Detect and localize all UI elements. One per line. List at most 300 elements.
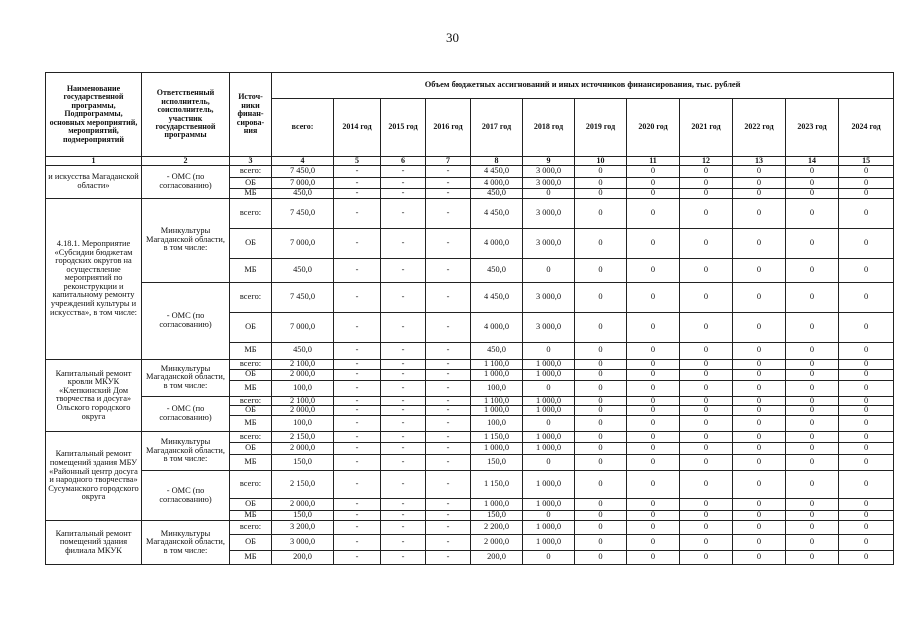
- year-value-cell: 0: [786, 521, 839, 535]
- column-index-7: 7: [426, 157, 471, 166]
- funding-source-cell: МБ: [230, 342, 272, 359]
- year-value-cell: 0: [627, 499, 680, 511]
- header-year-0: 2014 год: [334, 99, 381, 157]
- funding-source-cell: МБ: [230, 380, 272, 396]
- year-value-cell: -: [426, 258, 471, 282]
- year-value-cell: 0: [575, 189, 627, 199]
- year-value-cell: 0: [786, 282, 839, 312]
- year-value-cell: 0: [627, 312, 680, 342]
- total-value-cell: 7 450,0: [272, 282, 334, 312]
- year-value-cell: 1 100,0: [471, 359, 523, 369]
- year-value-cell: -: [381, 312, 426, 342]
- year-value-cell: -: [381, 166, 426, 178]
- year-value-cell: 0: [680, 432, 733, 443]
- year-value-cell: 0: [839, 535, 894, 551]
- year-value-cell: 1 150,0: [471, 471, 523, 499]
- responsible-executor-cell: - ОМС (по согласованию): [142, 166, 230, 199]
- header-year-6: 2020 год: [627, 99, 680, 157]
- responsible-executor-cell: Минкультуры Магаданской области, в том числе:: [142, 359, 230, 396]
- funding-source-cell: МБ: [230, 189, 272, 199]
- year-value-cell: 1 000,0: [471, 369, 523, 380]
- funding-source-cell: МБ: [230, 551, 272, 565]
- funding-source-cell: МБ: [230, 511, 272, 521]
- year-value-cell: 0: [786, 228, 839, 258]
- year-value-cell: 1 000,0: [523, 443, 575, 455]
- year-value-cell: 1 000,0: [523, 359, 575, 369]
- year-value-cell: -: [334, 178, 381, 189]
- year-value-cell: 2 000,0: [471, 535, 523, 551]
- year-value-cell: -: [334, 471, 381, 499]
- year-value-cell: 0: [575, 359, 627, 369]
- total-value-cell: 7 000,0: [272, 312, 334, 342]
- year-value-cell: 0: [680, 535, 733, 551]
- year-value-cell: 0: [575, 416, 627, 432]
- year-value-cell: -: [426, 198, 471, 228]
- header-year-3: 2017 год: [471, 99, 523, 157]
- year-value-cell: 0: [575, 282, 627, 312]
- year-value-cell: -: [426, 228, 471, 258]
- year-value-cell: 3 000,0: [523, 228, 575, 258]
- year-value-cell: 0: [786, 455, 839, 471]
- year-value-cell: -: [381, 178, 426, 189]
- funding-source-cell: ОБ: [230, 443, 272, 455]
- year-value-cell: -: [381, 455, 426, 471]
- year-value-cell: 0: [627, 535, 680, 551]
- year-value-cell: -: [334, 432, 381, 443]
- year-value-cell: 100,0: [471, 416, 523, 432]
- year-value-cell: 0: [575, 396, 627, 406]
- funding-source-cell: всего:: [230, 396, 272, 406]
- header-year-2: 2016 год: [426, 99, 471, 157]
- year-value-cell: 150,0: [471, 455, 523, 471]
- year-value-cell: -: [426, 282, 471, 312]
- year-value-cell: -: [334, 455, 381, 471]
- year-value-cell: 0: [680, 312, 733, 342]
- year-value-cell: 0: [523, 511, 575, 521]
- year-value-cell: 1 000,0: [523, 406, 575, 416]
- year-value-cell: 0: [786, 416, 839, 432]
- table-row: [46, 396, 894, 406]
- year-value-cell: 0: [839, 178, 894, 189]
- year-value-cell: 1 000,0: [523, 521, 575, 535]
- program-name-cell: 4.18.1. Мероприятие «Субсидии бюджетам городских округов на осуществление мероприятий по реконструкции и капитальному ремонту учреждений культуры и искусства», в том числе:: [46, 198, 142, 359]
- year-value-cell: -: [381, 396, 426, 406]
- year-value-cell: -: [381, 471, 426, 499]
- year-value-cell: 0: [839, 342, 894, 359]
- year-value-cell: 0: [680, 359, 733, 369]
- year-value-cell: -: [381, 521, 426, 535]
- year-value-cell: 0: [786, 471, 839, 499]
- year-value-cell: -: [334, 416, 381, 432]
- year-value-cell: 0: [839, 282, 894, 312]
- year-value-cell: 0: [575, 551, 627, 565]
- year-value-cell: 0: [733, 535, 786, 551]
- year-value-cell: 0: [733, 406, 786, 416]
- year-value-cell: -: [381, 369, 426, 380]
- year-value-cell: 0: [786, 443, 839, 455]
- year-value-cell: 0: [839, 416, 894, 432]
- year-value-cell: 0: [786, 511, 839, 521]
- funding-source-cell: всего:: [230, 359, 272, 369]
- funding-source-cell: всего:: [230, 198, 272, 228]
- year-value-cell: 0: [786, 198, 839, 228]
- year-value-cell: -: [426, 380, 471, 396]
- table-row: [46, 471, 894, 499]
- year-value-cell: 0: [680, 282, 733, 312]
- year-value-cell: 0: [786, 342, 839, 359]
- year-value-cell: 0: [575, 258, 627, 282]
- year-value-cell: 0: [575, 312, 627, 342]
- year-value-cell: 1 000,0: [523, 471, 575, 499]
- responsible-executor-cell: Минкультуры Магаданской области, в том числе:: [142, 198, 230, 282]
- year-value-cell: 0: [680, 189, 733, 199]
- column-index-4: 4: [272, 157, 334, 166]
- year-value-cell: -: [426, 406, 471, 416]
- total-value-cell: 2 000,0: [272, 406, 334, 416]
- year-value-cell: 0: [575, 535, 627, 551]
- year-value-cell: -: [426, 189, 471, 199]
- year-value-cell: -: [334, 406, 381, 416]
- column-index-9: 9: [523, 157, 575, 166]
- year-value-cell: 450,0: [471, 258, 523, 282]
- year-value-cell: 200,0: [471, 551, 523, 565]
- year-value-cell: -: [426, 535, 471, 551]
- year-value-cell: 0: [627, 178, 680, 189]
- year-value-cell: 0: [627, 396, 680, 406]
- year-value-cell: 0: [575, 406, 627, 416]
- year-value-cell: -: [334, 312, 381, 342]
- responsible-executor-cell: Минкультуры Магаданской области, в том числе:: [142, 432, 230, 471]
- year-value-cell: -: [334, 499, 381, 511]
- year-value-cell: 0: [523, 551, 575, 565]
- year-value-cell: 0: [680, 228, 733, 258]
- page-number: 30: [446, 30, 459, 45]
- year-value-cell: 0: [786, 396, 839, 406]
- year-value-cell: 0: [680, 455, 733, 471]
- year-value-cell: -: [426, 499, 471, 511]
- year-value-cell: 0: [733, 369, 786, 380]
- year-value-cell: 1 100,0: [471, 396, 523, 406]
- funding-source-cell: ОБ: [230, 406, 272, 416]
- funding-source-cell: всего:: [230, 471, 272, 499]
- year-value-cell: -: [334, 359, 381, 369]
- year-value-cell: 0: [627, 455, 680, 471]
- year-value-cell: 0: [839, 551, 894, 565]
- total-value-cell: 7 000,0: [272, 178, 334, 189]
- year-value-cell: 0: [575, 342, 627, 359]
- year-value-cell: 0: [733, 228, 786, 258]
- year-value-cell: 0: [680, 258, 733, 282]
- responsible-executor-cell: - ОМС (по согласованию): [142, 471, 230, 521]
- year-value-cell: 0: [733, 455, 786, 471]
- year-value-cell: -: [334, 535, 381, 551]
- year-value-cell: 0: [839, 396, 894, 406]
- year-value-cell: 0: [627, 432, 680, 443]
- total-value-cell: 450,0: [272, 342, 334, 359]
- year-value-cell: 0: [680, 521, 733, 535]
- header-budget-group: Объем бюджетных ассигнований и иных источников финансирования, тыс. рублей: [272, 73, 894, 99]
- year-value-cell: 0: [575, 455, 627, 471]
- funding-source-cell: всего:: [230, 521, 272, 535]
- table-row: [46, 198, 894, 228]
- year-value-cell: 0: [680, 443, 733, 455]
- year-value-cell: 0: [839, 380, 894, 396]
- total-value-cell: 150,0: [272, 455, 334, 471]
- year-value-cell: 0: [733, 359, 786, 369]
- year-value-cell: 0: [627, 471, 680, 499]
- year-value-cell: 1 000,0: [471, 499, 523, 511]
- year-value-cell: 0: [786, 178, 839, 189]
- year-value-cell: 0: [575, 198, 627, 228]
- year-value-cell: -: [381, 499, 426, 511]
- year-value-cell: 4 000,0: [471, 312, 523, 342]
- year-value-cell: 0: [627, 166, 680, 178]
- column-index-6: 6: [381, 157, 426, 166]
- year-value-cell: 450,0: [471, 342, 523, 359]
- year-value-cell: 0: [627, 369, 680, 380]
- year-value-cell: -: [381, 342, 426, 359]
- funding-source-cell: ОБ: [230, 312, 272, 342]
- column-index-5: 5: [334, 157, 381, 166]
- year-value-cell: 1 000,0: [523, 535, 575, 551]
- year-value-cell: 0: [839, 189, 894, 199]
- total-value-cell: 2 150,0: [272, 432, 334, 443]
- year-value-cell: -: [381, 443, 426, 455]
- year-value-cell: -: [381, 282, 426, 312]
- year-value-cell: -: [426, 178, 471, 189]
- total-value-cell: 2 150,0: [272, 471, 334, 499]
- year-value-cell: 0: [627, 551, 680, 565]
- year-value-cell: 4 000,0: [471, 178, 523, 189]
- year-value-cell: 0: [839, 455, 894, 471]
- year-value-cell: 0: [786, 258, 839, 282]
- year-value-cell: -: [381, 416, 426, 432]
- year-value-cell: 0: [627, 189, 680, 199]
- total-value-cell: 7 450,0: [272, 166, 334, 178]
- year-value-cell: 0: [786, 166, 839, 178]
- year-value-cell: 3 000,0: [523, 312, 575, 342]
- year-value-cell: -: [381, 432, 426, 443]
- year-value-cell: 0: [733, 511, 786, 521]
- year-value-cell: -: [426, 166, 471, 178]
- year-value-cell: 0: [839, 312, 894, 342]
- year-value-cell: 0: [786, 432, 839, 443]
- year-value-cell: 0: [733, 166, 786, 178]
- year-value-cell: 1 000,0: [523, 432, 575, 443]
- header-total: всего:: [272, 99, 334, 157]
- year-value-cell: 0: [523, 380, 575, 396]
- year-value-cell: 0: [627, 342, 680, 359]
- year-value-cell: -: [334, 258, 381, 282]
- year-value-cell: 150,0: [471, 511, 523, 521]
- column-index-13: 13: [733, 157, 786, 166]
- header-year-10: 2024 год: [839, 99, 894, 157]
- column-index-12: 12: [680, 157, 733, 166]
- year-value-cell: -: [381, 189, 426, 199]
- year-value-cell: 0: [733, 189, 786, 199]
- total-value-cell: 450,0: [272, 258, 334, 282]
- header-year-4: 2018 год: [523, 99, 575, 157]
- year-value-cell: 0: [680, 380, 733, 396]
- year-value-cell: -: [426, 521, 471, 535]
- total-value-cell: 3 000,0: [272, 535, 334, 551]
- year-value-cell: -: [334, 282, 381, 312]
- year-value-cell: 0: [839, 369, 894, 380]
- table-row: [46, 432, 894, 443]
- funding-source-cell: МБ: [230, 258, 272, 282]
- year-value-cell: 1 000,0: [523, 396, 575, 406]
- year-value-cell: 0: [733, 282, 786, 312]
- year-value-cell: 0: [575, 471, 627, 499]
- year-value-cell: -: [334, 189, 381, 199]
- year-value-cell: 0: [627, 521, 680, 535]
- year-value-cell: 450,0: [471, 189, 523, 199]
- responsible-executor-cell: - ОМС (по согласованию): [142, 396, 230, 432]
- year-value-cell: 0: [627, 359, 680, 369]
- year-value-cell: 0: [575, 380, 627, 396]
- year-value-cell: 0: [680, 369, 733, 380]
- total-value-cell: 450,0: [272, 189, 334, 199]
- column-index-10: 10: [575, 157, 627, 166]
- year-value-cell: 0: [733, 396, 786, 406]
- header-year-8: 2022 год: [733, 99, 786, 157]
- year-value-cell: 0: [839, 228, 894, 258]
- year-value-cell: 0: [786, 312, 839, 342]
- year-value-cell: 0: [839, 511, 894, 521]
- year-value-cell: 0: [786, 499, 839, 511]
- year-value-cell: 0: [839, 432, 894, 443]
- year-value-cell: 0: [575, 432, 627, 443]
- table-row: [46, 282, 894, 312]
- total-value-cell: 7 000,0: [272, 228, 334, 258]
- year-value-cell: 0: [733, 471, 786, 499]
- year-value-cell: -: [334, 198, 381, 228]
- header-year-9: 2023 год: [786, 99, 839, 157]
- year-value-cell: 0: [839, 166, 894, 178]
- year-value-cell: 0: [680, 198, 733, 228]
- total-value-cell: 2 100,0: [272, 359, 334, 369]
- year-value-cell: 0: [680, 406, 733, 416]
- funding-source-cell: всего:: [230, 432, 272, 443]
- header-responsible-column: Ответственный исполнитель, соисполнитель, участник государственной программы: [142, 73, 230, 157]
- header-year-7: 2021 год: [680, 99, 733, 157]
- total-value-cell: 2 000,0: [272, 499, 334, 511]
- year-value-cell: 0: [523, 455, 575, 471]
- year-value-cell: -: [381, 258, 426, 282]
- year-value-cell: 0: [733, 416, 786, 432]
- year-value-cell: 0: [575, 521, 627, 535]
- responsible-executor-cell: Минкультуры Магаданской области, в том числе:: [142, 521, 230, 565]
- year-value-cell: -: [381, 511, 426, 521]
- funding-source-cell: ОБ: [230, 499, 272, 511]
- year-value-cell: 0: [786, 359, 839, 369]
- year-value-cell: 0: [627, 258, 680, 282]
- year-value-cell: -: [426, 396, 471, 406]
- year-value-cell: -: [334, 511, 381, 521]
- year-value-cell: -: [426, 443, 471, 455]
- year-value-cell: 0: [839, 471, 894, 499]
- program-name-cell: Капитальный ремонт помещений здания филиала МКУК: [46, 521, 142, 565]
- year-value-cell: 0: [575, 369, 627, 380]
- year-value-cell: 0: [680, 511, 733, 521]
- funding-source-cell: ОБ: [230, 535, 272, 551]
- funding-source-cell: МБ: [230, 455, 272, 471]
- year-value-cell: -: [334, 342, 381, 359]
- table-row: [46, 521, 894, 535]
- year-value-cell: 0: [786, 406, 839, 416]
- year-value-cell: 1 000,0: [523, 499, 575, 511]
- year-value-cell: 0: [627, 511, 680, 521]
- budget-allocation-table: [45, 72, 894, 565]
- year-value-cell: 2 200,0: [471, 521, 523, 535]
- total-value-cell: 2 100,0: [272, 396, 334, 406]
- year-value-cell: 0: [575, 178, 627, 189]
- column-index-3: 3: [230, 157, 272, 166]
- year-value-cell: 3 000,0: [523, 178, 575, 189]
- total-value-cell: 150,0: [272, 511, 334, 521]
- year-value-cell: 0: [786, 380, 839, 396]
- total-value-cell: 100,0: [272, 380, 334, 396]
- year-value-cell: -: [426, 471, 471, 499]
- year-value-cell: -: [334, 369, 381, 380]
- year-value-cell: 1 150,0: [471, 432, 523, 443]
- column-index-8: 8: [471, 157, 523, 166]
- year-value-cell: 0: [575, 443, 627, 455]
- year-value-cell: 0: [627, 416, 680, 432]
- column-index-11: 11: [627, 157, 680, 166]
- responsible-executor-cell: - ОМС (по согласованию): [142, 282, 230, 359]
- year-value-cell: 0: [680, 178, 733, 189]
- year-value-cell: -: [381, 198, 426, 228]
- year-value-cell: 0: [839, 258, 894, 282]
- header-source-column: Источ-ники финан-сирова-ния: [230, 73, 272, 157]
- year-value-cell: -: [426, 455, 471, 471]
- year-value-cell: 0: [839, 443, 894, 455]
- year-value-cell: 4 450,0: [471, 166, 523, 178]
- year-value-cell: -: [381, 551, 426, 565]
- year-value-cell: 1 000,0: [471, 443, 523, 455]
- year-value-cell: 0: [523, 342, 575, 359]
- year-value-cell: 0: [627, 443, 680, 455]
- year-value-cell: 0: [680, 396, 733, 406]
- year-value-cell: -: [334, 551, 381, 565]
- year-value-cell: -: [426, 551, 471, 565]
- year-value-cell: -: [381, 406, 426, 416]
- year-value-cell: -: [426, 511, 471, 521]
- year-value-cell: 0: [680, 416, 733, 432]
- year-value-cell: 0: [575, 511, 627, 521]
- year-value-cell: 3 000,0: [523, 198, 575, 228]
- year-value-cell: 0: [733, 499, 786, 511]
- year-value-cell: -: [426, 432, 471, 443]
- year-value-cell: 3 000,0: [523, 166, 575, 178]
- column-index-15: 15: [839, 157, 894, 166]
- year-value-cell: 0: [786, 189, 839, 199]
- year-value-cell: 0: [839, 406, 894, 416]
- year-value-cell: 0: [733, 551, 786, 565]
- year-value-cell: 0: [627, 406, 680, 416]
- year-value-cell: 4 450,0: [471, 282, 523, 312]
- year-value-cell: 0: [733, 443, 786, 455]
- year-value-cell: 0: [680, 499, 733, 511]
- header-name-column: Наименование государственной программы, Подпрограммы, основных мероприятий, мероприятий, подмероприятий: [46, 73, 142, 157]
- year-value-cell: 1 000,0: [523, 369, 575, 380]
- year-value-cell: 4 000,0: [471, 228, 523, 258]
- column-index-2: 2: [142, 157, 230, 166]
- year-value-cell: -: [334, 396, 381, 406]
- year-value-cell: 0: [575, 499, 627, 511]
- year-value-cell: -: [334, 166, 381, 178]
